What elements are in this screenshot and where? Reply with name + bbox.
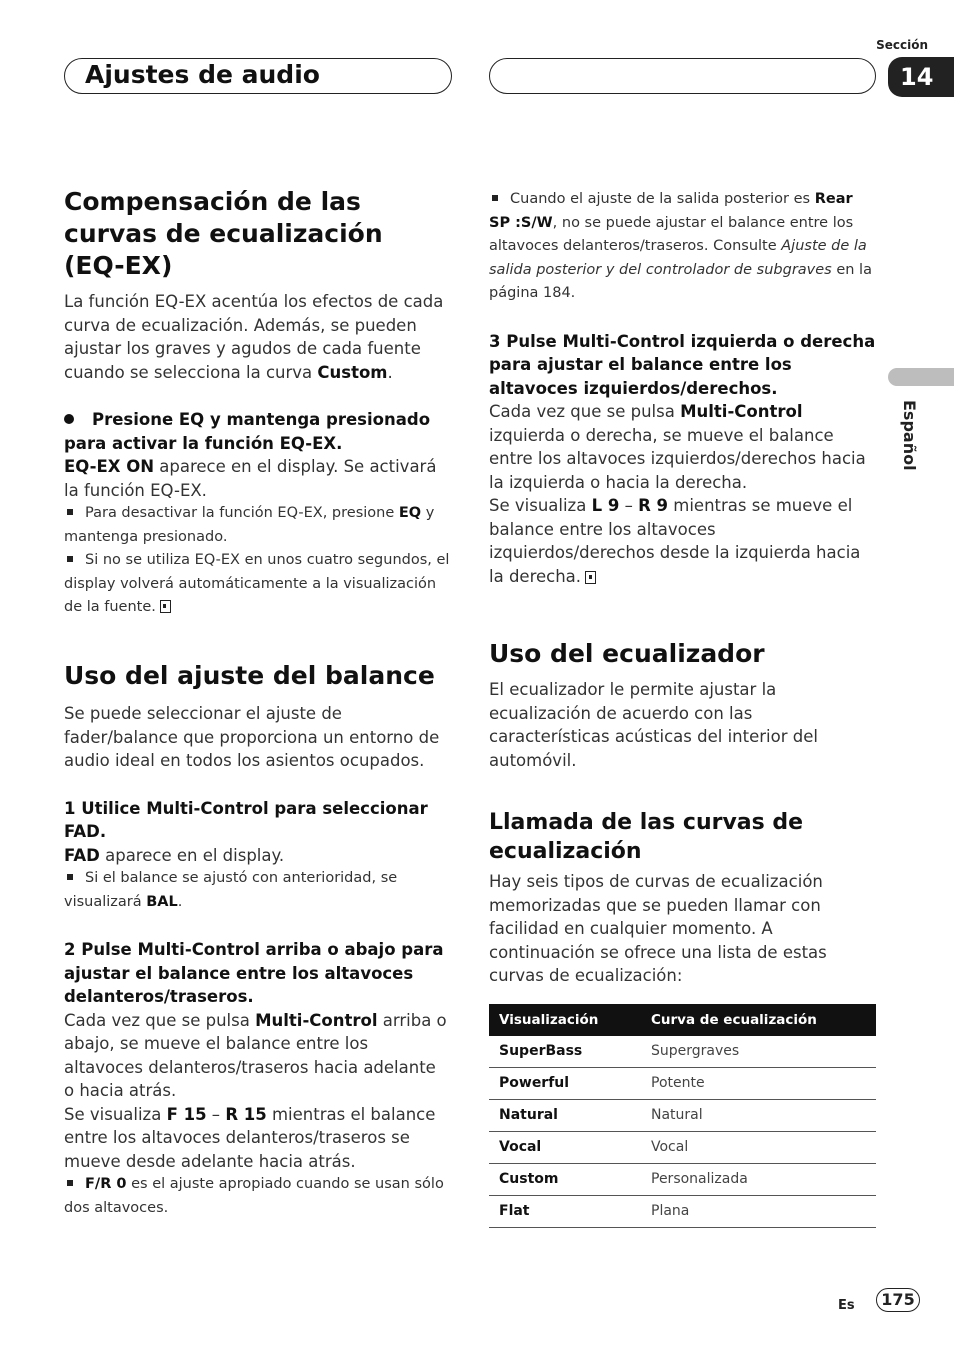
- table-cell: Potente: [641, 1067, 876, 1099]
- balance-section: [64, 660, 451, 1220]
- eqex-section: [64, 186, 451, 620]
- table-cell: Custom: [489, 1163, 641, 1195]
- balance-note-fr: F/R 0 es el ajuste apropiado cuando se usan sólo dos altavoces.: [64, 1176, 444, 1216]
- chapter-title-box: [64, 58, 452, 94]
- bullet-dot-icon: [64, 414, 74, 424]
- table-row: [489, 1163, 876, 1195]
- table-row: [489, 1036, 876, 1068]
- section-label: Sección: [876, 38, 928, 52]
- section-number: 14: [888, 57, 954, 97]
- table-cell: Plana: [641, 1195, 876, 1227]
- balance-intro: Se puede seleccionar el ajuste de fader/balance que proporciona un entorno de audio ideal en todos los asientos ocupados.: [64, 704, 440, 770]
- eqex-step: Presione EQ y mantenga presionado para activar la función EQ-EX.: [64, 410, 431, 453]
- table-row: [489, 1067, 876, 1099]
- note-square-icon: [67, 1180, 73, 1186]
- chapter-title: Ajustes de audio: [85, 60, 320, 89]
- eq-curves-subheading: Llamada de las curvas de ecualización: [489, 810, 804, 864]
- balance-step-1-result: FAD aparece en el display.: [64, 845, 285, 865]
- table-cell: Supergraves: [641, 1036, 876, 1068]
- end-mark-icon: [160, 600, 171, 613]
- balance-step-3: 3 Pulse Multi-Control izquierda o derecha para ajustar el balance entre los altavoces izquierdos/derechos.: [489, 331, 876, 398]
- header-blank-box: [489, 58, 876, 94]
- balance-step-2-text: Cada vez que se pulsa Multi-Control arriba o abajo, se mueve el balance entre los altavoces delanteros/traseros hacia adelante o hacia atrás.: [64, 1010, 447, 1100]
- equalizer-heading: Uso del ecualizador: [489, 639, 765, 668]
- balance-note-rear: Cuando el ajuste de la salida posterior es Rear SP :S/W, no se puede ajustar el balance entre los altavoces delanteros/traseros. Consulte Ajuste de la salida posterior y del controlador de subgraves en la página 184.: [489, 191, 872, 301]
- equalizer-intro: El ecualizador le permite ajustar la ecualización de acuerdo con las características acústicas del interior del automóvil.: [489, 680, 818, 770]
- table-cell: Vocal: [489, 1131, 641, 1163]
- eq-curves-table: [489, 1004, 876, 1228]
- table-cell: Vocal: [641, 1131, 876, 1163]
- eqex-note-1: Para desactivar la función EQ-EX, presione EQ y mantenga presionado.: [64, 505, 435, 545]
- eqex-note-2: Si no se utiliza EQ-EX en unos cuatro segundos, el display volverá automáticamente a la visualización de la fuente.: [64, 552, 450, 615]
- page-number: 175: [876, 1288, 920, 1312]
- table-row: [489, 1131, 876, 1163]
- eq-curves-intro: Hay seis tipos de curvas de ecualización memorizadas que se pueden llamar con facilidad en cualquier momento. A continuación se ofrece una lista de estas curvas de ecualización:: [489, 872, 827, 985]
- eqex-step-result: EQ-EX ON aparece en el display. Se activará la función EQ-EX.: [64, 457, 437, 500]
- balance-heading: Uso del ajuste del balance: [64, 661, 435, 690]
- table-cell: Flat: [489, 1195, 641, 1227]
- footer-language-code: Es: [838, 1298, 855, 1313]
- eqex-heading: Compensación de las curvas de ecualización (EQ-EX): [64, 187, 383, 280]
- table-header-curve: Curva de ecualización: [641, 1004, 876, 1036]
- note-square-icon: [67, 556, 73, 562]
- balance-step-3-text: Cada vez que se pulsa Multi-Control izquierda o derecha, se mueve el balance entre los altavoces izquierdos/derechos hacia la izquierda o hacia la derecha.: [489, 402, 866, 492]
- balance-continued: [489, 188, 876, 588]
- balance-step-2-range: Se visualiza F 15 – R 15 mientras el balance entre los altavoces delanteros/traseros se mueve desde adelante hacia atrás.: [64, 1104, 436, 1171]
- table-cell: Natural: [641, 1099, 876, 1131]
- balance-note-bal: Si el balance se ajustó con anterioridad, se visualizará BAL.: [64, 870, 398, 910]
- balance-step-1: 1 Utilice Multi-Control para seleccionar FAD.: [64, 798, 428, 841]
- equalizer-section: [489, 638, 876, 1228]
- table-cell: Natural: [489, 1099, 641, 1131]
- table-cell: SuperBass: [489, 1036, 641, 1068]
- table-row: [489, 1099, 876, 1131]
- language-tab-label: Español: [900, 400, 919, 471]
- eqex-intro: La función EQ-EX acentúa los efectos de cada curva de ecualización. Además, se pueden ajustar los graves y agudos de cada fuente cuando se selecciona la curva Custom.: [64, 292, 444, 382]
- table-cell: Personalizada: [641, 1163, 876, 1195]
- table-row: [489, 1195, 876, 1227]
- balance-step-2: 2 Pulse Multi-Control arriba o abajo para ajustar el balance entre los altavoces delanteros/traseros.: [64, 940, 444, 1006]
- balance-step-3-range: Se visualiza L 9 – R 9 mientras se mueve el balance entre los altavoces izquierdos/derechos desde la izquierda hacia la derecha.: [489, 496, 861, 586]
- table-cell: Powerful: [489, 1067, 641, 1099]
- note-square-icon: [492, 195, 498, 201]
- end-mark-icon: [585, 571, 596, 584]
- note-square-icon: [67, 509, 73, 515]
- language-tab-marker: [888, 368, 954, 386]
- note-square-icon: [67, 874, 73, 880]
- table-header-row: [489, 1004, 876, 1036]
- table-header-display: Visualización: [489, 1004, 641, 1036]
